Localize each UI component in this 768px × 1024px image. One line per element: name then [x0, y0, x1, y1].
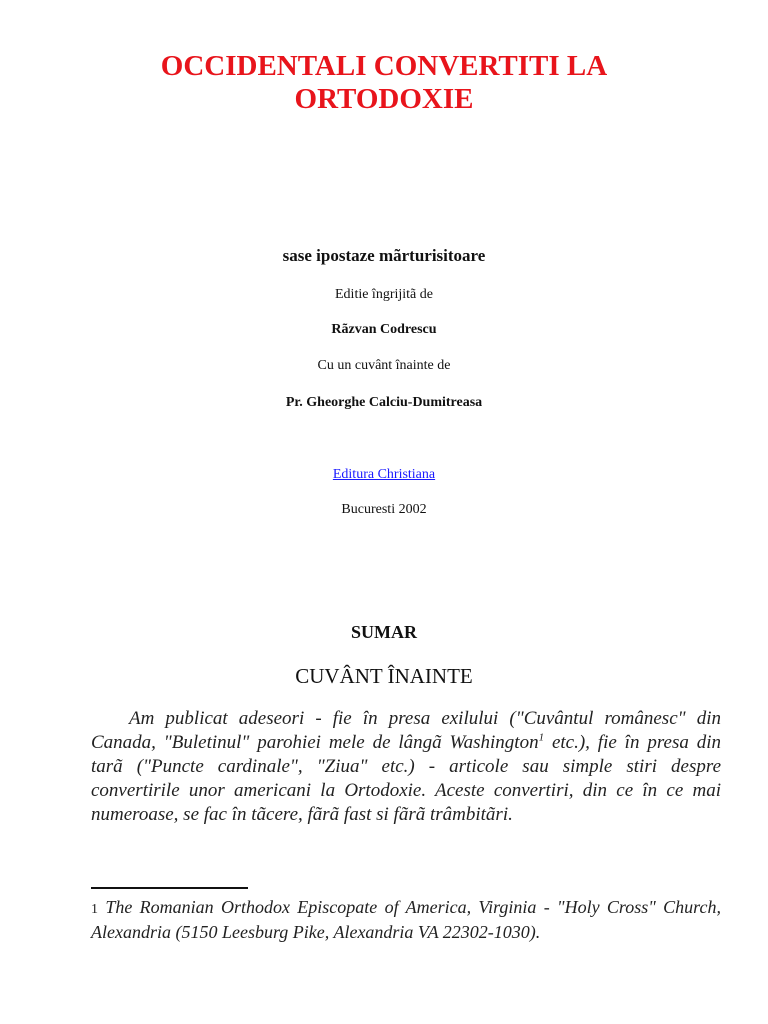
subtitle: sase ipostaze mãrturisitoare: [282, 246, 486, 265]
paragraph-text-1: Am publicat adeseori - fie în presa exilului ("Cuvântul românesc" din Canada, "Buletinul" parohiei mele de lângã Washington: [91, 708, 721, 753]
foreword-author: Pr. Gheorghe Calciu-Dumitreasa: [285, 395, 483, 410]
paragraph-text-2: etc.), fie în presa din tarã ("Puncte cardinale", "Ziua" etc.) - articole sau simple stiri despre convertirile unor americani la Ortodoxie. Aceste convertiri, din ce în ce mai numeroase, se fac în tãcere, fãrã fast si fãrã trâmbitãri.: [91, 732, 721, 825]
footnote-reference[interactable]: 1: [538, 731, 545, 744]
editor-name: Rãzvan Codrescu: [331, 322, 437, 337]
footnote-number: 1: [91, 902, 98, 917]
edited-by-label: Editie îngrijitã de: [335, 287, 433, 302]
contents-heading: SUMAR: [351, 622, 417, 642]
body-paragraph: [91, 707, 721, 827]
footnote-separator: [91, 887, 248, 889]
footnote-text: The Romanian Orthodox Episcopate of America, Virginia - "Holy Cross" Church, Alexandria (5150 Leesburg Pike, Alexandria VA 22302-1030).: [91, 897, 721, 942]
document-title: [0, 50, 768, 116]
title-line-2: ORTODOXIE: [294, 83, 474, 115]
section-heading: CUVÂNT ÎNAINTE: [295, 664, 473, 688]
publisher-link[interactable]: Editura Christiana: [332, 467, 436, 482]
foreword-label: Cu un cuvânt înainte de: [317, 358, 451, 373]
place-year: Bucuresti 2002: [341, 502, 427, 517]
footnote: [91, 896, 721, 944]
title-line-1: OCCIDENTALI CONVERTITI LA: [160, 50, 608, 82]
